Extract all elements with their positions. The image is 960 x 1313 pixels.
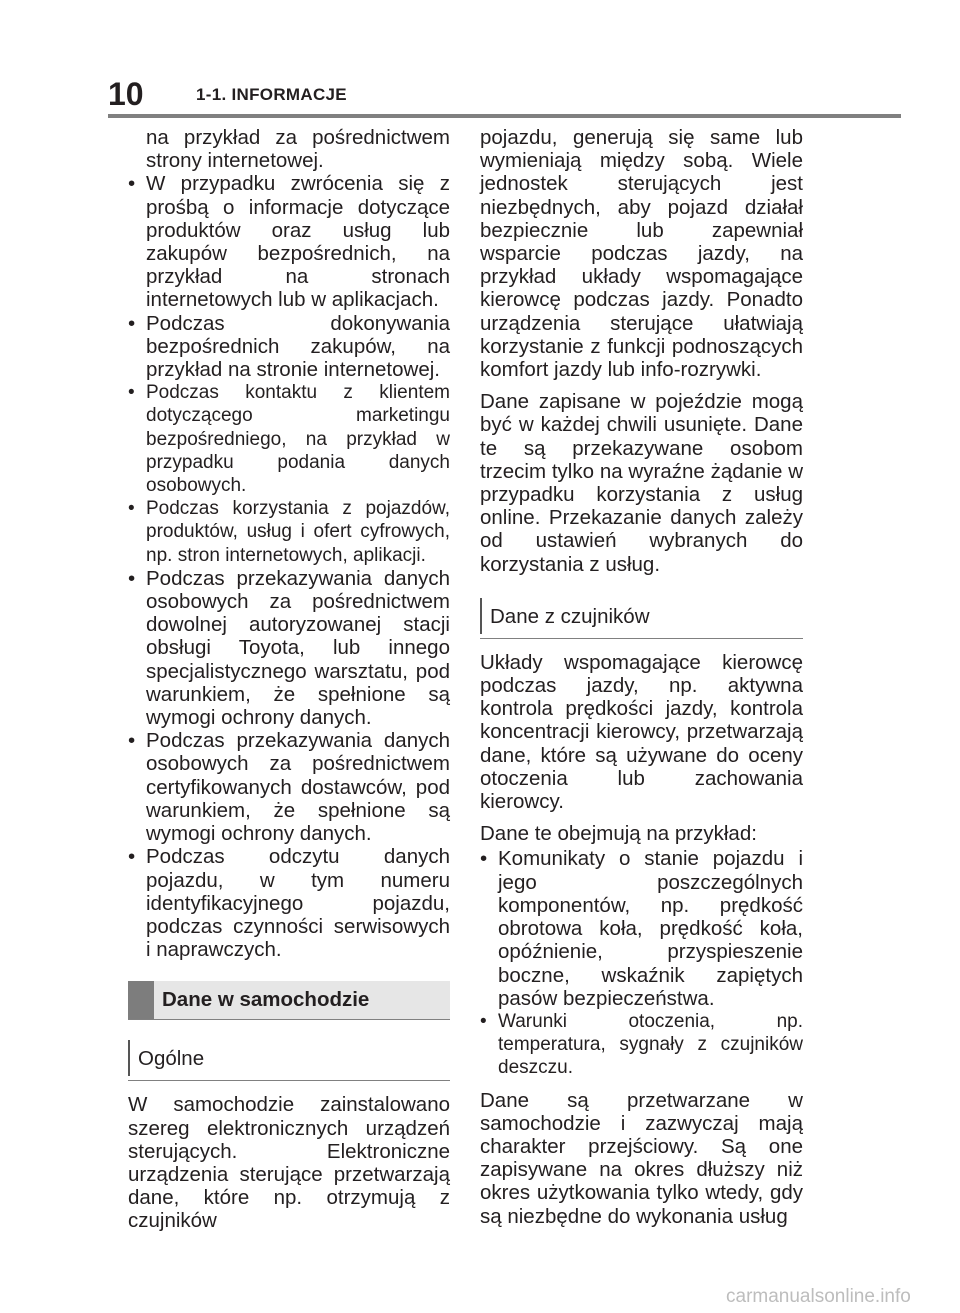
header-divider <box>108 114 901 118</box>
paragraph: Dane te obejmują na przykład: <box>480 822 757 846</box>
subheading: Dane z czujników <box>490 604 650 628</box>
section-title: 1-1. INFORMACJE <box>196 85 347 104</box>
paragraph: pojazdu, generują się same lub wymieniają między sobą. Wiele jednostek sterujących jest niezbędnych, aby pojazd działał bezpiecznie lub zapewniał wsparcie podczas jazdy, na przykład układy wspomagające kierowcę podczas jazdy. Ponadto urządzenia sterujące ułatwiają korzystanie z funkcji podnoszących komfort jazdy lub info-rozrywki. <box>480 126 803 382</box>
watermark-text: carmanualsonline.info <box>726 1286 911 1307</box>
paragraph: W samochodzie zainstalowano szereg elektronicznych urządzeń sterujących. Elektroniczne urządzenia sterujące przetwarzają dane, które np. otrzymują z czujników <box>128 1093 450 1233</box>
bullet-list-2 <box>128 567 450 961</box>
bullet-list-small <box>480 1010 803 1080</box>
list-item: • Podczas kontaktu z klientem dotyczącego marketingu bezpośredniego, na przykład w przypadku podania danych osobowych. <box>128 381 450 497</box>
left-column <box>128 126 450 1242</box>
bullet-list <box>480 847 803 1009</box>
right-column <box>480 126 803 1237</box>
page-header <box>0 0 960 120</box>
subheading: Ogólne <box>138 1047 205 1071</box>
page-number: 10 <box>108 76 144 112</box>
subheading-box <box>480 594 803 639</box>
paragraph: Dane są przetwarzane w samochodzie i zazwyczaj mają charakter przejściowy. Są one zapisywane na okres dłuższy niż okres użytkowania tylko wtedy, gdy są niezbędne do wykonania usług <box>480 1088 803 1228</box>
list-item: • Podczas korzystania z pojazdów, produktów, usług i ofert cyfrowych, np. stron internetowych, aplikacji. <box>128 497 450 567</box>
intro-continuation: na przykład za pośrednictwem strony internetowej. <box>146 126 450 173</box>
paragraph: Układy wspomagające kierowcę podczas jazdy, np. aktywna kontrola prędkości jazdy, kontrola koncentracji kierowcy, przetwarzają dane, które są używane do oceny otoczenia lub zachowania kierowcy. <box>480 650 803 814</box>
section-heading: Dane w samochodzie <box>162 988 370 1012</box>
list-item: • Podczas odczytu danych pojazdu, w tym numeru identyfikacyjnego pojazdu, podczas czynności serwisowych i naprawczych. <box>128 845 450 961</box>
section-heading-box <box>128 981 450 1020</box>
paragraph: Dane zapisane w pojeździe mogą być w każdej chwili usunięte. Dane te są przekazywane osobom trzecim tylko na wyraźne żądanie w przypadku korzystania z usług online. Przekazanie danych zależy od ustawień wybranych do korzystania z usług. <box>480 390 803 576</box>
heading-bar-marker <box>128 981 154 1019</box>
subheading-bar-marker <box>128 1040 130 1076</box>
list-item: • Warunki otoczenia, np. temperatura, sygnały z czujników deszczu. <box>480 1010 803 1080</box>
list-item: • W przypadku zwrócenia się z prośbą o informacje dotyczące produktów oraz usług lub zakupów bezpośrednich, na przykład na stronach internetowych lub w aplikacjach. <box>128 172 450 311</box>
list-item: • Komunikaty o stanie pojazdu i jego poszczególnych komponentów, np. prędkość obrotowa koła, prędkość koła, opóźnienie, przyspieszenie boczne, wskaźnik zapiętych pasów bezpieczeństwa. <box>480 847 803 1009</box>
list-item: • Podczas przekazywania danych osobowych za pośrednictwem dowolnej autoryzowanej stacji obsługi Toyota, lub innego specjalistycznego warsztatu, pod warunkiem, że spełnione są wymogi ochrony danych. <box>128 567 450 729</box>
list-item: • Podczas dokonywania bezpośrednich zakupów, na przykład na stronie internetowej. <box>128 312 450 382</box>
bullet-list-1 <box>128 172 450 381</box>
subheading-box <box>128 1036 450 1081</box>
subheading-bar-marker <box>480 598 482 634</box>
bullet-list-small <box>128 381 450 567</box>
list-item: • Podczas przekazywania danych osobowych za pośrednictwem certyfikowanych dostawców, pod warunkiem, że spełnione są wymogi ochrony danych. <box>128 729 450 845</box>
